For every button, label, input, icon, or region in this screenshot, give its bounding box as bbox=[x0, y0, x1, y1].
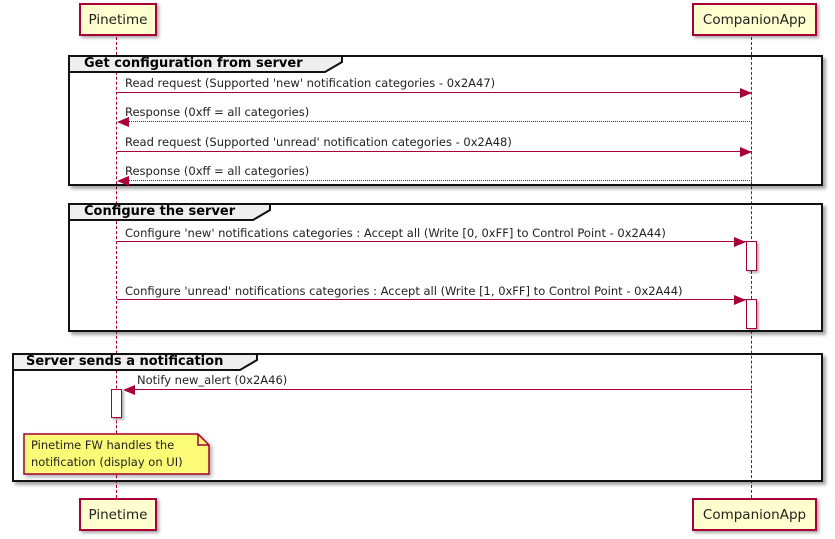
note-line-2: notification (display on UI) bbox=[31, 455, 183, 469]
message-label: Notify new_alert (0x2A46) bbox=[137, 373, 288, 387]
note-line-1: Pinetime FW handles the bbox=[31, 438, 175, 452]
message-line bbox=[119, 121, 752, 122]
frame-title: Get configuration from server bbox=[84, 56, 303, 71]
arrowhead-right-icon bbox=[740, 88, 752, 98]
arrowhead-right-icon bbox=[734, 295, 746, 305]
actor-box-pinetime-bottom bbox=[79, 498, 157, 531]
message-line bbox=[117, 151, 752, 152]
arrowhead-right-icon bbox=[740, 147, 752, 157]
message-label: Response (0xff = all categories) bbox=[125, 164, 310, 178]
message-label: Read request (Supported 'new' notification categories - 0x2A47) bbox=[125, 76, 496, 90]
message-label: Response (0xff = all categories) bbox=[125, 105, 310, 119]
arrowhead-right-icon bbox=[734, 237, 746, 247]
activation-bar-pinetime bbox=[111, 389, 122, 418]
actor-label: Pinetime bbox=[88, 11, 148, 28]
actor-box-companionapp-bottom bbox=[692, 498, 817, 531]
frame-title: Configure the server bbox=[84, 204, 236, 219]
message-line bbox=[119, 180, 752, 181]
arrowhead-left-icon bbox=[117, 176, 129, 186]
activation-bar-companionapp-2 bbox=[746, 299, 757, 329]
message-line bbox=[117, 92, 752, 93]
message-line bbox=[117, 241, 746, 242]
activation-bar-companionapp-1 bbox=[746, 241, 757, 271]
message-label: Read request (Supported 'unread' notification categories - 0x2A48) bbox=[125, 135, 512, 149]
arrowhead-left-icon bbox=[117, 117, 129, 127]
actor-label: CompanionApp bbox=[702, 11, 807, 28]
actor-label: CompanionApp bbox=[702, 506, 807, 523]
actor-box-pinetime-top bbox=[79, 3, 157, 36]
actor-box-companionapp-top bbox=[692, 3, 817, 36]
message-label: Configure 'new' notifications categories : Accept all (Write [0, 0xFF] to Control Point - 0x2A44) bbox=[125, 226, 666, 240]
arrowhead-left-icon bbox=[123, 385, 135, 395]
actor-label: Pinetime bbox=[88, 506, 148, 523]
message-label: Configure 'unread' notifications categories : Accept all (Write [1, 0xFF] to Control Point - 0x2A44) bbox=[125, 284, 683, 298]
frame-title: Server sends a notification bbox=[26, 354, 224, 369]
message-line bbox=[117, 299, 746, 300]
frame-configure-server bbox=[68, 203, 823, 332]
message-line bbox=[125, 389, 752, 390]
